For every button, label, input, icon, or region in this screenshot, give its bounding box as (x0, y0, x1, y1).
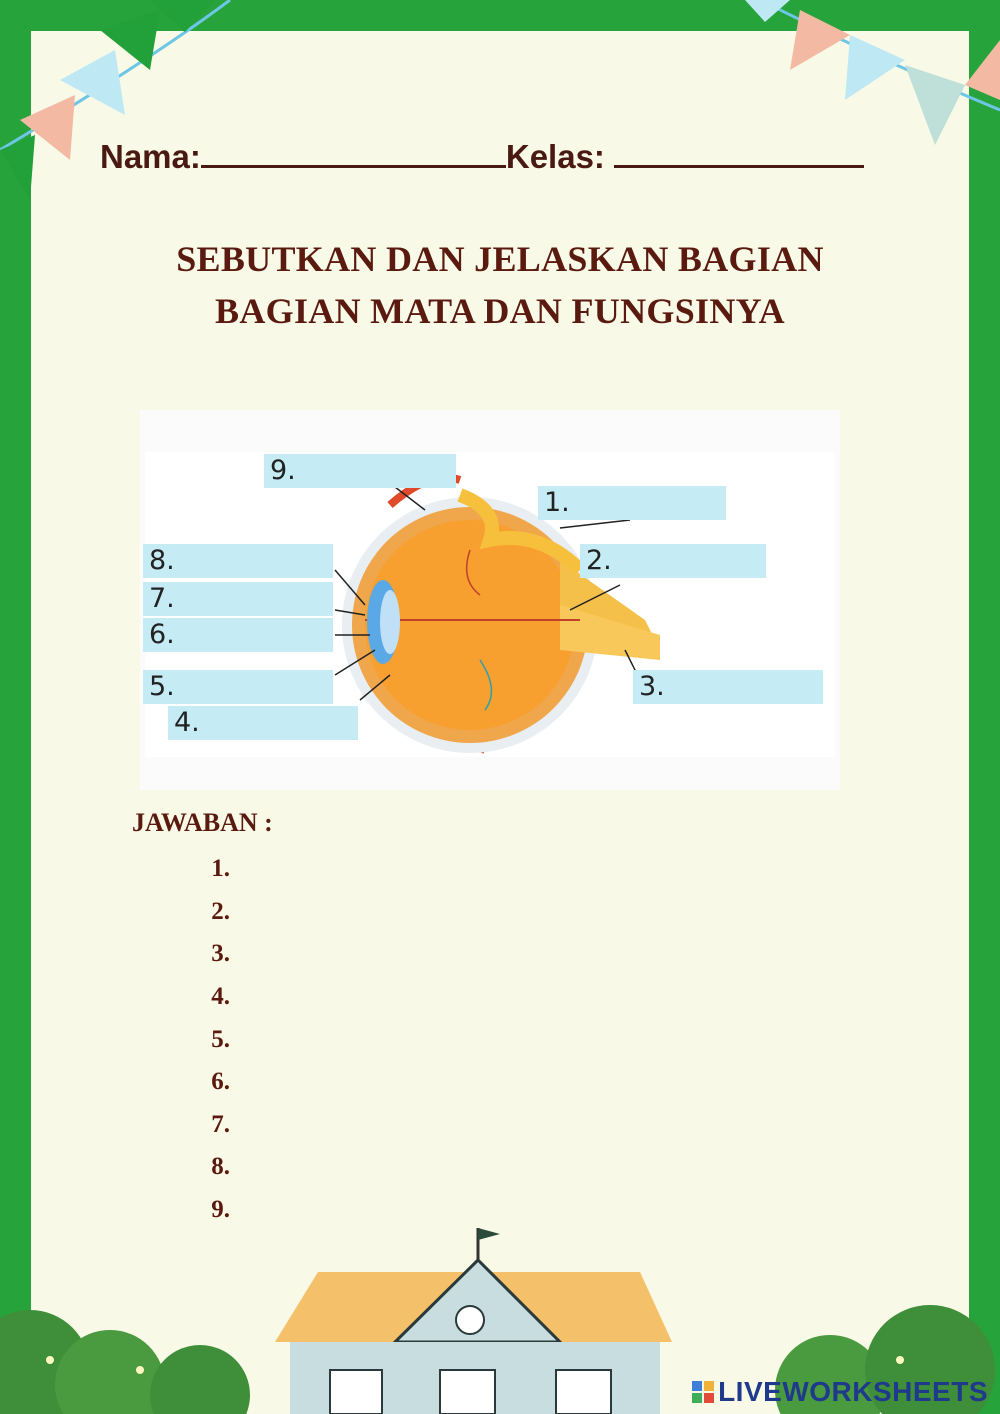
label-box-6[interactable]: 6. (143, 618, 333, 652)
bunting-decoration (0, 0, 1000, 230)
answers-heading: JAWABAN : (132, 808, 273, 837)
label-box-8[interactable]: 8. (143, 544, 333, 578)
answer-item: 7. (211, 1111, 230, 1138)
class-label: Kelas: (505, 138, 605, 175)
label-box-5[interactable]: 5. (143, 670, 333, 704)
answer-item: 6. (211, 1068, 230, 1095)
answer-item: 8. (211, 1153, 230, 1180)
label-box-9[interactable]: 9. (264, 454, 456, 488)
answer-item: 5. (211, 1026, 230, 1053)
label-box-7[interactable]: 7. (143, 582, 333, 616)
title-line-1: SEBUTKAN DAN JELASKAN BAGIAN (176, 239, 824, 279)
liveworksheets-logo-icon (692, 1381, 714, 1403)
label-box-3[interactable]: 3. (633, 670, 823, 704)
eye-diagram (140, 410, 840, 790)
answer-item: 4. (211, 983, 230, 1010)
name-label: Nama: (100, 138, 201, 175)
name-class-line (100, 135, 910, 179)
answer-item: 3. (211, 940, 230, 967)
liveworksheets-watermark (692, 1376, 988, 1408)
answer-item: 9. (211, 1196, 230, 1223)
answer-item: 1. (211, 855, 230, 882)
label-box-1[interactable]: 1. (538, 486, 726, 520)
title-line-2: BAGIAN MATA DAN FUNGSINYA (215, 291, 785, 331)
class-blank[interactable] (614, 135, 864, 168)
name-blank[interactable] (201, 135, 506, 168)
label-box-2[interactable]: 2. (580, 544, 766, 578)
watermark-text: LIVEWORKSHEETS (718, 1376, 988, 1407)
answer-item: 2. (211, 898, 230, 925)
label-box-4[interactable]: 4. (168, 706, 358, 740)
